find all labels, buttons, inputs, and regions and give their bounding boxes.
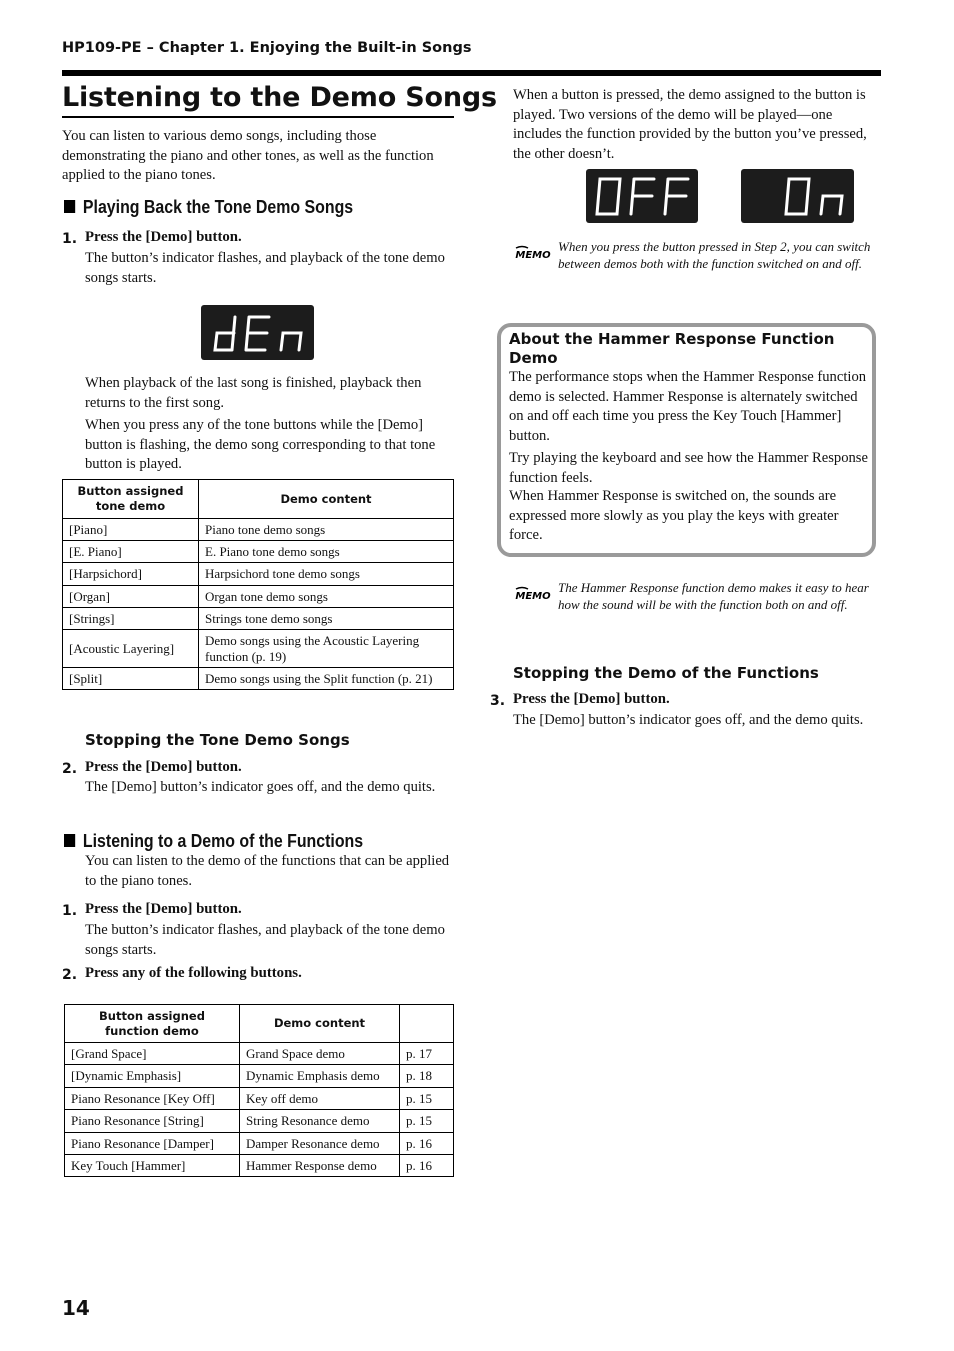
table-header-row: Button assigned tone demo Demo content [63, 480, 454, 519]
svg-text:MEMO: MEMO [515, 250, 551, 261]
intro-paragraph: You can listen to various demo songs, including those demonstrating the piano and other tones, as well as the function applied to the piano tones. [62, 128, 434, 183]
page-title: Listening to the Demo Songs [62, 82, 497, 113]
memo-icon [514, 585, 552, 603]
info-box-title: About the Hammer Response Function Demo [509, 330, 835, 367]
step-instruction: Press the [Demo] button. [85, 229, 242, 245]
table-header-row: Button assigned function demo Demo content [65, 1005, 454, 1043]
step-instruction: Press any of the following buttons. [85, 965, 302, 981]
table-row: Key Touch [Hammer] Hammer Response demo p. 16 [65, 1155, 454, 1177]
running-header: HP109-PE – Chapter 1. Enjoying the Built-in Songs [62, 40, 472, 56]
table-row: [Dynamic Emphasis] Dynamic Emphasis demo p. 18 [65, 1065, 454, 1088]
title-rule [62, 116, 454, 118]
info-box-paragraph-3: When Hammer Response is switched on, the sounds are expressed more slowly as you play the keys with greater force. [509, 488, 839, 543]
paragraph-tone-button: When you press any of the tone buttons while the [Demo] button is flashing, the demo song corresponding to that tone button is played. [85, 417, 436, 472]
table-row: Piano Resonance [Damper] Damper Resonance demo p. 16 [65, 1133, 454, 1155]
display-den [201, 305, 314, 360]
info-box-paragraph-1: The performance stops when the Hammer Response function demo is selected. Hammer Response is alternately switched on and off each time you press the Key Touch [Hammer] button. [509, 369, 867, 444]
lcd-den-icon [201, 305, 314, 360]
table-row: [Grand Space] Grand Space demo p. 17 [65, 1043, 454, 1065]
memo-badge [514, 585, 552, 608]
display-on [741, 169, 854, 223]
header-rule [62, 70, 881, 76]
table-row: Piano Resonance [String] String Resonance demo p. 15 [65, 1110, 454, 1133]
memo-badge [514, 244, 552, 267]
memo-icon [514, 244, 552, 262]
subheading-stop-functions: Stopping the Demo of the Functions [513, 664, 819, 682]
section-intro: You can listen to the demo of the functions that can be applied to the piano tones. [85, 853, 450, 889]
step-instruction: Press the [Demo] button. [513, 691, 670, 707]
table-row: Piano Resonance [Key Off] Key off demo p. 15 [65, 1088, 454, 1110]
step-description: The [Demo] button’s indicator goes off, and the demo quits. [85, 779, 436, 795]
section-heading-functions: Listening to a Demo of the Functions [64, 830, 363, 852]
memo-note-2: The Hammer Response function demo makes it easy to hear how the sound will be with the function both on and off. [558, 580, 869, 612]
step-instruction: Press the [Demo] button. [85, 759, 242, 775]
step-description: The button’s indicator flashes, and playback of the tone demo songs starts. [85, 922, 445, 958]
table-row: [Split] Demo songs using the Split function (p. 21) [63, 668, 454, 690]
step-number: 2. [62, 761, 78, 777]
page-number: 14 [62, 1296, 90, 1320]
step-number: 1. [62, 903, 78, 919]
table-row: [Acoustic Layering] Demo songs using the Acoustic Layering function (p. 19) [63, 630, 454, 668]
table-row: [Harpsichord] Harpsichord tone demo songs [63, 563, 454, 586]
svg-text:MEMO: MEMO [515, 591, 551, 602]
table-row: [Strings] Strings tone demo songs [63, 608, 454, 630]
paragraph-playback-returns: When playback of the last song is finished, playback then returns to the first song. [85, 375, 422, 411]
table-row: [E. Piano] E. Piano tone demo songs [63, 541, 454, 563]
square-bullet-icon [64, 834, 75, 847]
step-description: The [Demo] button’s indicator goes off, and the demo quits. [513, 712, 864, 728]
square-bullet-icon [64, 200, 75, 213]
table-row: [Piano] Piano tone demo songs [63, 519, 454, 541]
step-instruction: Press the [Demo] button. [85, 901, 242, 917]
table-row: [Organ] Organ tone demo songs [63, 586, 454, 608]
lcd-off-icon [586, 169, 698, 223]
step-number: 1. [62, 231, 78, 247]
display-off [586, 169, 698, 223]
step-description: The button’s indicator flashes, and playback of the tone demo songs starts. [85, 250, 445, 286]
step-number: 3. [490, 693, 506, 709]
subheading-stop-tone: Stopping the Tone Demo Songs [85, 731, 350, 749]
memo-note-1: When you press the button pressed in Step 2, you can switch between demos both with the function switched on and off. [558, 239, 871, 271]
tone-demo-table [62, 479, 454, 690]
info-box-paragraph-2: Try playing the keyboard and see how the Hammer Response function feels. [509, 450, 868, 486]
function-demo-table [64, 1004, 454, 1177]
section-heading-tone-demo: Playing Back the Tone Demo Songs [64, 196, 353, 218]
lcd-on-icon [741, 169, 854, 223]
step-number: 2. [62, 967, 78, 983]
right-intro: When a button is pressed, the demo assigned to the button is played. Two versions of the demo will be played—one includes the function provided by the button you’ve pressed, the other doesn’t. [513, 87, 867, 162]
